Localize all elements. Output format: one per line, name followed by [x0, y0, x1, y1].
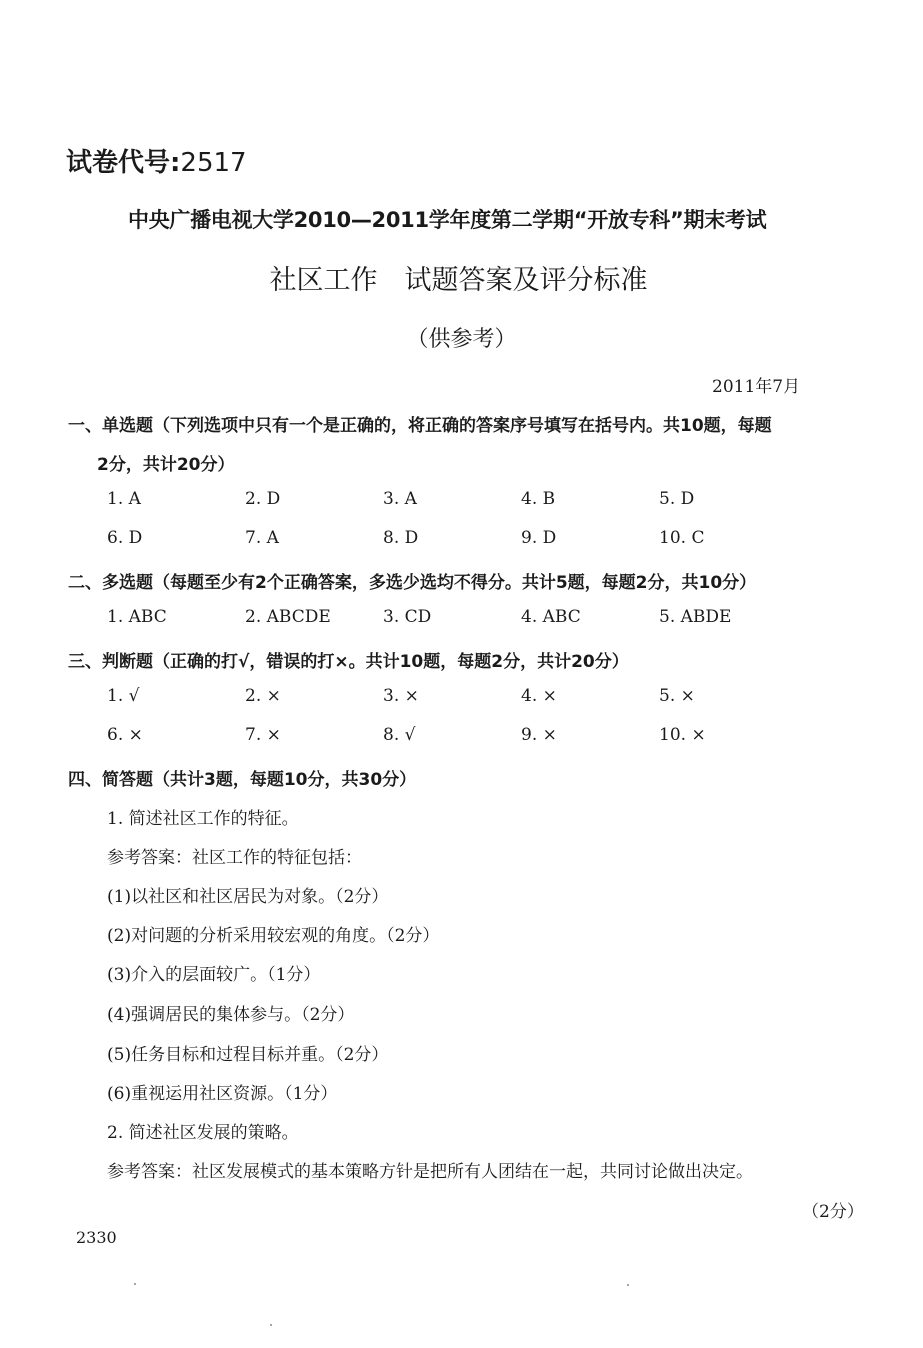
s4-line-5: (3)介入的层面较广。（1分） [107, 965, 321, 985]
scan-speck [270, 1324, 272, 1326]
s4-line-6: (4)强调居民的集体参与。（2分） [107, 1005, 355, 1025]
s3-answer-6: 6. × [107, 725, 143, 745]
s1-answer-1: 1. A [107, 489, 141, 509]
s3-answer-7: 7. × [245, 725, 281, 745]
s2-answer-3: 3. CD [383, 607, 432, 627]
s1-answer-6: 6. D [107, 528, 143, 548]
s1-answer-10: 10. C [659, 528, 705, 548]
section3-title: 三、判断题（正确的打√，错误的打×。共计10题，每题2分，共计20分） [68, 652, 629, 672]
s3-answer-3: 3. × [383, 686, 419, 706]
s1-answer-7: 7. A [245, 528, 279, 548]
document-title [0, 258, 923, 297]
s3-answer-2: 2. × [245, 686, 281, 706]
document-date: 2011年7月 [712, 377, 801, 397]
s3-answer-10: 10. × [659, 725, 706, 745]
paper-code [66, 142, 247, 179]
document-note: （供参考） [406, 327, 517, 352]
s4-line-4: (2)对问题的分析采用较宏观的角度。（2分） [107, 926, 440, 946]
s4-line-10: 参考答案：社区发展模式的基本策略方针是把所有人团结在一起，共同讨论做出决定。 [107, 1162, 753, 1182]
section2-title: 二、多选题（每题至少有2个正确答案，多选少选均不得分。共计5题，每题2分，共10分） [68, 573, 757, 593]
s2-answer-4: 4. ABC [521, 607, 581, 627]
section1-title: 一、单选题（下列选项中只有一个是正确的，将正确的答案序号填写在括号内。共10题，每题 [68, 416, 772, 436]
paper-code-number: 2517 [180, 148, 247, 178]
scan-speck [627, 1284, 629, 1286]
scan-speck [134, 1283, 136, 1285]
s4-line-8: (6)重视运用社区资源。（1分） [107, 1084, 338, 1104]
s2-answer-5: 5. ABDE [659, 607, 732, 627]
s3-answer-1: 1. √ [107, 686, 140, 706]
s3-answer-5: 5. × [659, 686, 695, 706]
s4-line-9: 2. 简述社区发展的策略。 [107, 1123, 299, 1143]
s1-answer-9: 9. D [521, 528, 557, 548]
section1-title-cont: 2分，共计20分） [97, 455, 235, 475]
exam-title: 中央广播电视大学2010—2011学年度第二学期“开放专科”期末考试 [128, 208, 767, 232]
s1-answer-5: 5. D [659, 489, 695, 509]
s1-answer-2: 2. D [245, 489, 281, 509]
s2-answer-2: 2. ABCDE [245, 607, 331, 627]
document-title-text: 社区工作 试题答案及评分标准 [269, 265, 648, 296]
page-number: 2330 [76, 1228, 117, 1247]
s3-answer-8: 8. √ [383, 725, 416, 745]
s4-line-7: (5)任务目标和过程目标并重。（2分） [107, 1045, 389, 1065]
s3-answer-9: 9. × [521, 725, 557, 745]
section4-title: 四、简答题（共计3题，每题10分，共30分） [68, 770, 417, 790]
s4-line-2: 参考答案：社区工作的特征包括： [107, 848, 362, 868]
s3-answer-4: 4. × [521, 686, 557, 706]
s1-answer-4: 4. B [521, 489, 556, 509]
s4-line-1: 1. 简述社区工作的特征。 [107, 809, 299, 829]
s2-answer-1: 1. ABC [107, 607, 167, 627]
s4-line-3: (1)以社区和社区居民为对象。（2分） [107, 887, 389, 907]
paper-code-label: 试卷代号: [66, 148, 181, 178]
s1-answer-8: 8. D [383, 528, 419, 548]
s4-score-tail: （2分） [802, 1202, 864, 1222]
s1-answer-3: 3. A [383, 489, 417, 509]
